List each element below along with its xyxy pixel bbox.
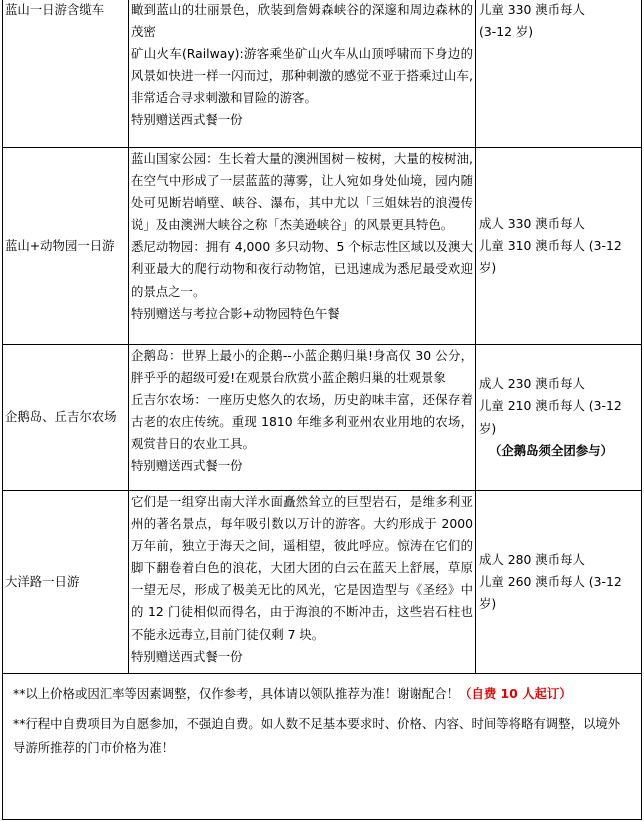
min-group-notice: （自费 10 人起订）	[459, 686, 572, 701]
description-paragraph: 蓝山国家公园：生长着大量的澳洲国树－桉树，大量的桉树油,在空气中形成了一层蓝蓝的薄雾，让人宛如身处仙境，园内随处可见断岩峭壁、峡谷、瀑布，其中尤以「三姐妹岩的浪漫传说」及由澳洲大峡谷之称「杰美逊峡谷」的风景更具特色。	[131, 151, 473, 233]
tour-name: 蓝山一日游含缆车	[3, 0, 129, 148]
description-paragraph: 企鹅岛：世界上最小的企鹅--小蓝企鹅归巢!身高仅 30 公分，胖乎乎的超级可爱!在观景台欣赏小蓝企鹅归巢的壮观景象	[131, 348, 473, 386]
table-row	[3, 148, 642, 345]
description-paragraph: 特别赠送西式餐一份	[131, 112, 243, 128]
price-line: 成人 230 澳币每人	[479, 376, 585, 392]
price-line: 儿童 310 澳币每人 (3-12 岁)	[479, 237, 622, 276]
tour-description	[129, 491, 476, 674]
tour-name: 企鹅岛、丘吉尔农场	[3, 345, 129, 491]
price-notes	[3, 674, 642, 820]
description-paragraph: 它们是一组穿出南大洋水面矗然耸立的巨型岩石，是维多利亚州的著名景点，每年吸引数以万计的游客。大约形成于 2000 万年前，独立于海天之间，遥相望，彼此呼应。惊涛在它们的脚下翻卷着白色的浪花，大团大团的白云在蓝天上舒展，草原一望无尽，形成了极美无比的风光，它是因造型与《圣经》中的 12 门徒相似而得名，由于海浪的不断冲击，这些岩石柱也不能永远毒立,目前门徒仅剩 7 块。	[131, 494, 473, 642]
tour-price	[476, 0, 642, 148]
description-paragraph: 特别赠送西式餐一份	[131, 648, 243, 664]
tour-description	[129, 0, 476, 148]
tour-description	[129, 345, 476, 491]
tour-price	[476, 148, 642, 345]
description-paragraph: 矿山火车(Railway):游客乘坐矿山火车从山顶呼啸而下身边的风景如快进一样一闪而过，那种刺激的感觉不亚于搭乘过山车,非常适合寻求刺激和冒险的游客。	[131, 46, 473, 106]
description-paragraph: 特别赠送西式餐一份	[131, 458, 243, 474]
description-paragraph: 丘吉尔农场：一座历史悠久的农场，历史韵味丰富，还保存着古老的农庄传统。重现 1810 年维多利亚州农业用地的农场，观赏昔日的农业工具。	[131, 392, 473, 452]
group-notice: （企鹅岛须全团参与）	[489, 442, 613, 458]
notes-text: **以上价格或因汇率等因素调整，仅作参考，具体请以领队推荐为准！谢谢配合！	[13, 686, 460, 701]
tour-table	[2, 0, 642, 820]
price-line: 儿童 260 澳币每人 (3-12 岁)	[479, 573, 622, 612]
notes-line: **行程中自费项目为自愿参加，不强迫自费。如人数不足基本要求时、价格、内容、时间等将略有调整，以境外导游所推荐的门市价格为准！	[13, 716, 621, 755]
tour-description	[129, 148, 476, 345]
price-line: 儿童 210 澳币每人 (3-12 岁)	[479, 398, 622, 436]
description-paragraph: 瞰到蓝山的壮丽景色，欣装到詹姆森峡谷的深邃和周边森林的茂密	[131, 2, 473, 40]
description-paragraph: 特别赠送与考拉合影+动物园特色午餐	[131, 305, 340, 321]
price-line: (3-12 岁)	[479, 24, 534, 40]
price-line: 儿童 330 澳币每人	[479, 2, 585, 17]
table-row	[3, 0, 642, 148]
tour-name: 蓝山+动物园一日游	[3, 148, 129, 345]
description-paragraph: 悉尼动物园：拥有 4,000 多只动物、5 个标志性区域以及澳大利亚最大的爬行动物和夜行动物馆，已迅速成为悉尼最受欢迎的景点之一。	[131, 239, 473, 299]
table-row	[3, 345, 642, 491]
tour-name: 大洋路一日游	[3, 491, 129, 674]
notes-row	[3, 674, 642, 820]
tour-price	[476, 491, 642, 674]
price-line: 成人 280 澳币每人	[479, 551, 585, 567]
tour-price	[476, 345, 642, 491]
price-line: 成人 330 澳币每人	[479, 215, 585, 231]
table-row	[3, 491, 642, 674]
notes-line	[13, 680, 631, 708]
